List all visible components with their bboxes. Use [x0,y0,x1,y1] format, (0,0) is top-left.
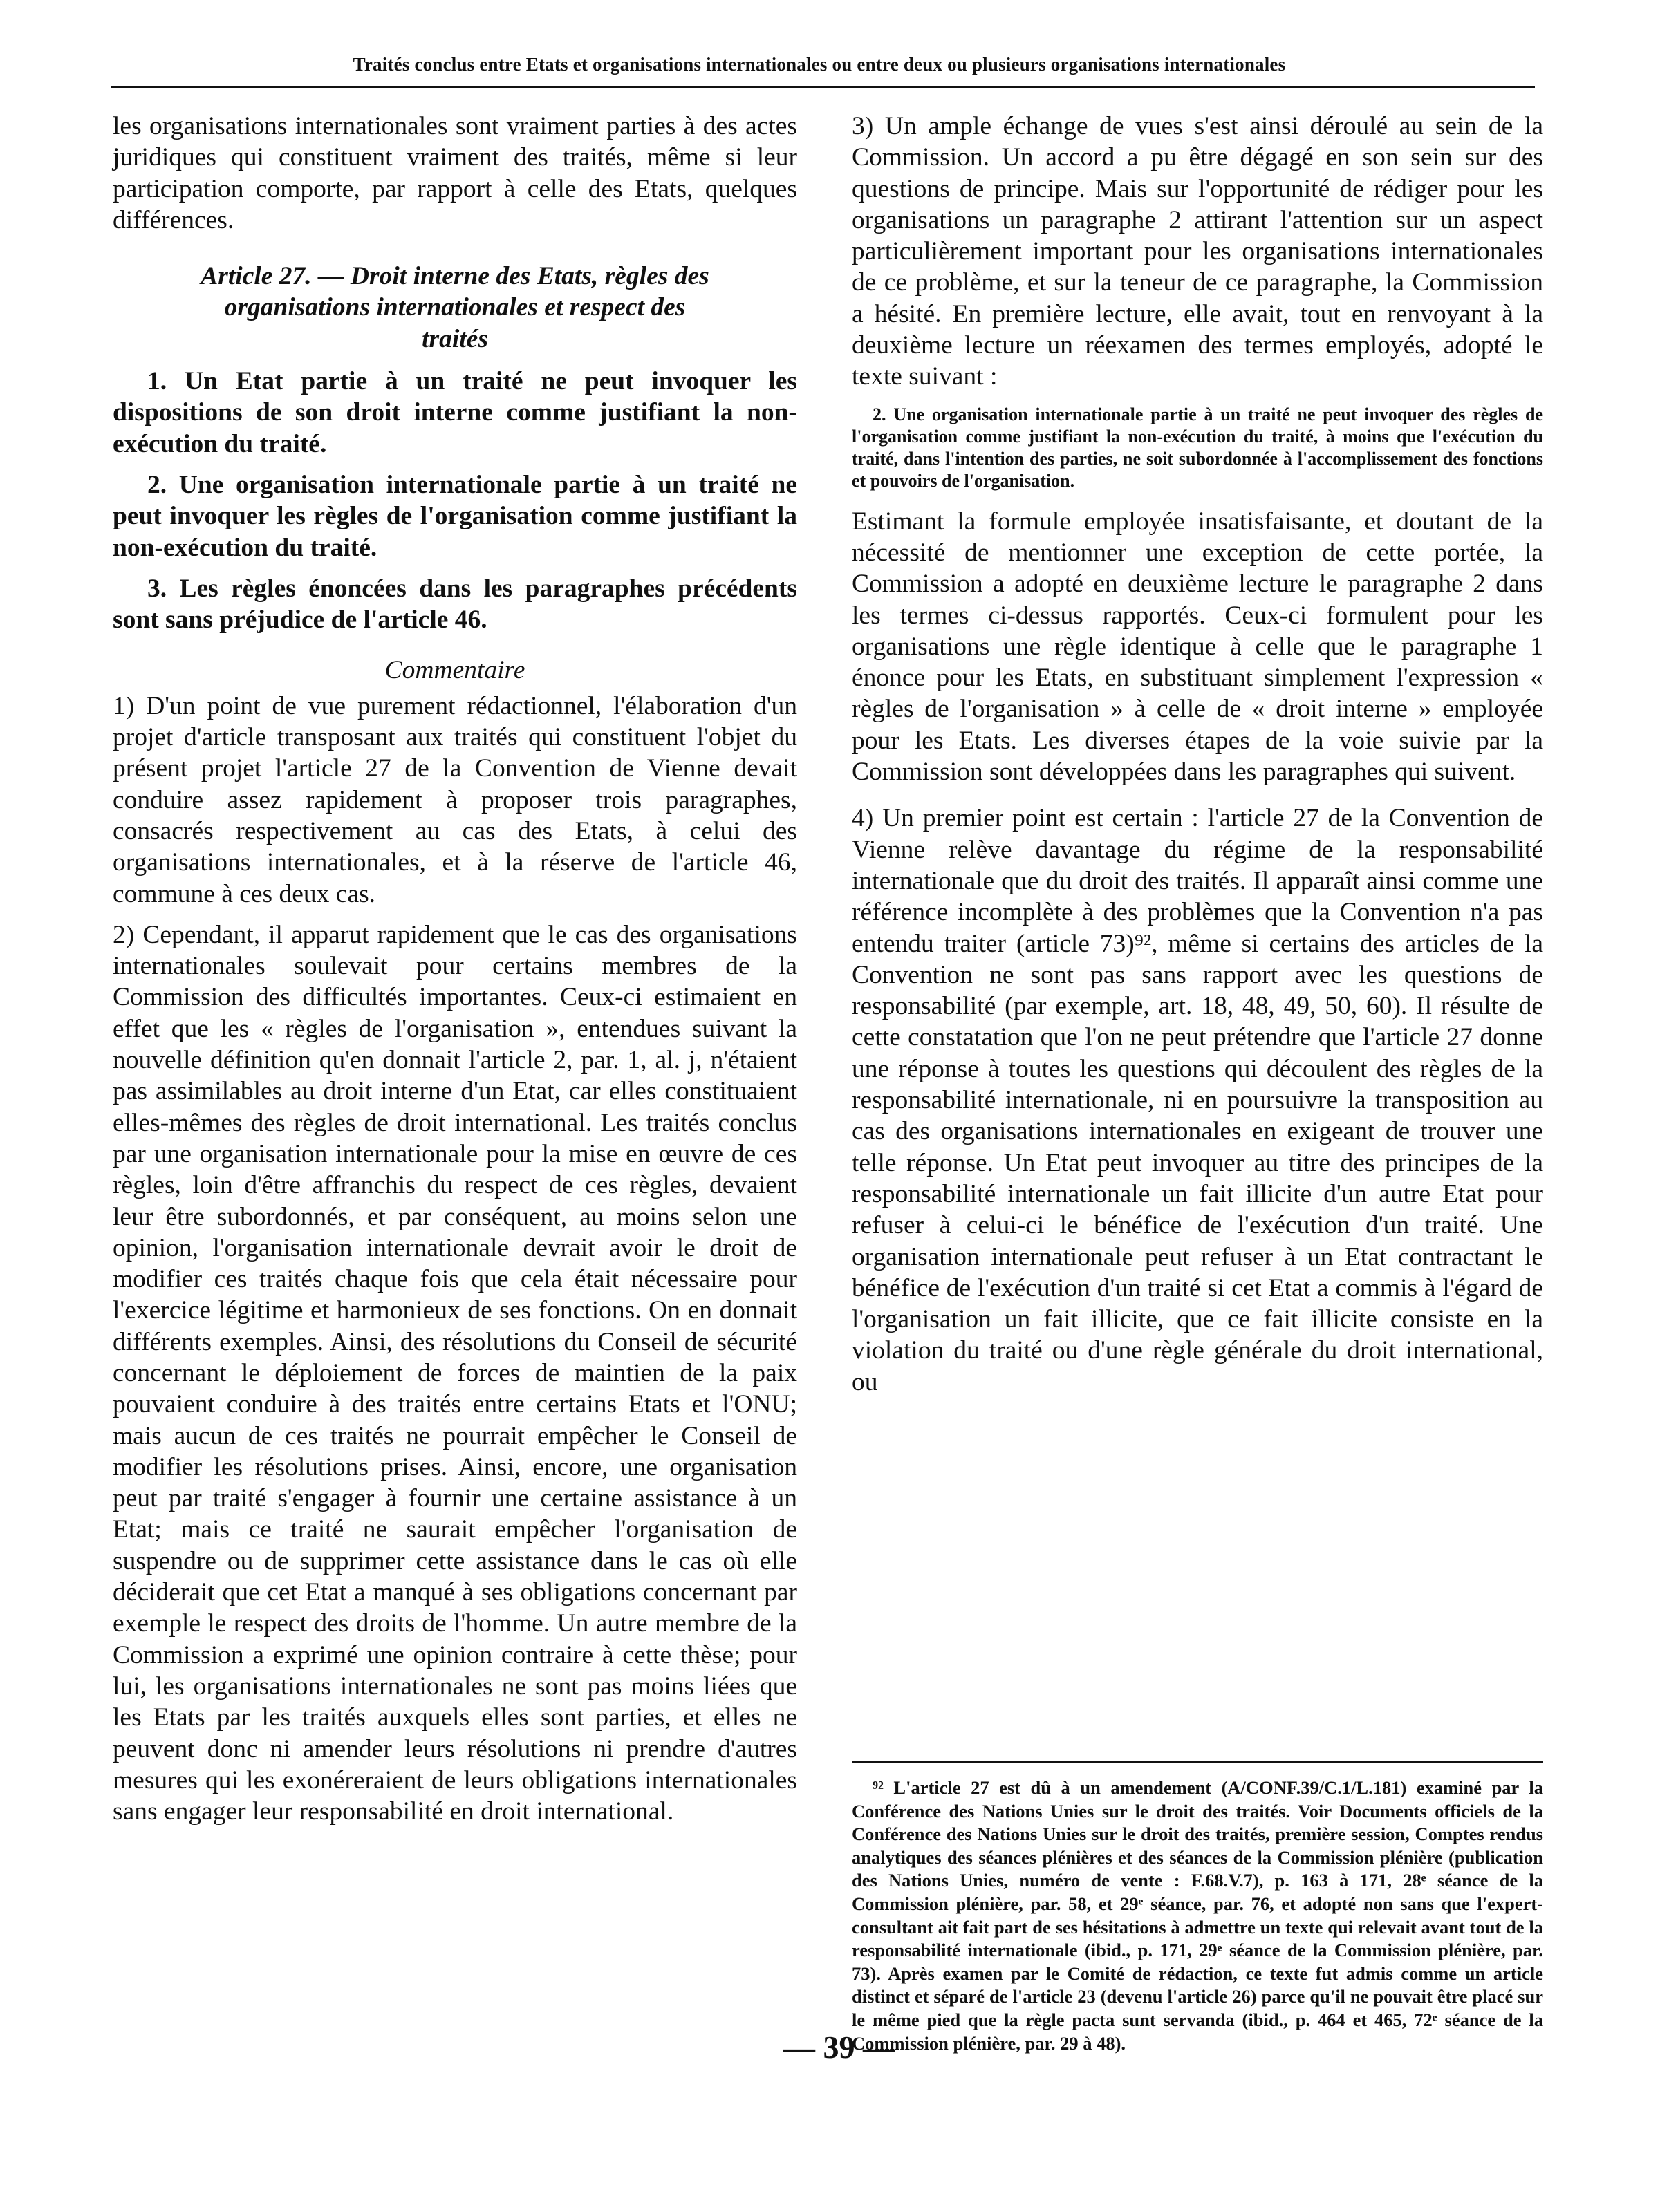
intro-paragraph: les organisations internationales sont vraiment parties à des actes juridiques qui constituent vraiment des traités, même si leur participation comporte, par rapport à celle des Etats, quelques différences. [113,112,797,234]
footnotes [852,1761,1543,2055]
commentary-paragraph-4: 4) Un premier point est certain : l'article 27 de la Convention de Vienne relève davantage du régime de la responsabilité internationale que du droit des traités. Il apparaît ainsi comme une référence incomplète à des problèmes que la Convention n'a pas entendu traiter (article 73)⁹², même si certains des articles de la Convention ne sont pas sans rapport avec les questions de responsabilité (par exemple, art. 18, 48, 49, 50, 60). Il résulte de cette constatation que l'on ne peut prétendre que l'article 27 donne une réponse à toutes les questions qui découlent des règles de la responsabilité internationale, ni en poursuivre la transposition au cas des organisations internationales en exigeant de trouver une telle réponse. Un Etat peut invoquer au titre des principes de la responsabilité internationale un fait illicite d'un autre Etat pour refuser à celui-ci le bénéfice de l'exécution d'un traité. Une organisation internationale peut refuser à un Etat contractant le bénéfice de l'exécution d'un traité si cet Etat a commis à l'égard de l'organisation un fait illicite, que ce fait illicite consiste en la violation du traité ou d'une règle générale du droit international, ou [852,804,1543,1396]
commentary-paragraph-3-continued: Estimant la formule employée insatisfaisante, et doutant de la nécessité de mentionner une exception de cette portée, la Commission a adopté en deuxième lecture le paragraphe 2 dans les termes ci-dessus rapportés. Ceux-ci formulent pour les organisations une règle identique à celle que le paragraphe 1 énonce pour les Etats, en substituant simplement l'expression « règles de l'organisation » à celle de « droit interne » employée pour les Etats. Les diverses étapes de la voie suivie par la Commission sont développées dans les paragraphes qui suivent. [852,507,1543,787]
commentary-paragraph-1: 1) D'un point de vue purement rédactionnel, l'élaboration d'un projet d'article transposant aux traités qui constituent l'objet du présent projet l'article 27 de la Convention de Vienne devait conduire assez rapidement à proposer trois paragraphes, consacrés respectivement au cas des Etats, à celui des organisations internationales, et à la réserve de l'article 46, commune à ces deux cas. [113,691,797,908]
article-paragraph-1: 1. Un Etat partie à un traité ne peut invoquer les dispositions de son droit interne comme justifiant la non-exécution du traité. [113,367,797,458]
article-paragraph-2: 2. Une organisation internationale partie à un traité ne peut invoquer les règles de l'organisation comme justifiant la non-exécution du traité. [113,470,797,562]
running-header: Traités conclus entre Etats et organisations internationales ou entre deux ou plusieurs organisations internationales [353,54,1286,75]
commentary-title: Commentaire [384,656,525,685]
commentary-paragraph-3: 3) Un ample échange de vues s'est ainsi déroulé au sein de la Commission. Un accord a pu être dégagé en son sein sur des questions de principe. Mais sur l'opportunité de rédiger pour les organisations un paragraphe 2 attirant l'attention sur un aspect particulièrement important pour les organisations internationales de ce problème, et sur la teneur de ce paragraphe, la Commission a hésité. En première lecture, elle avait, tout en renvoyant à la deuxième lecture un réexamen des termes employés, adopté le texte suivant : [852,112,1543,391]
header-rule [111,86,1535,88]
right-column [852,111,1543,1398]
commentary-paragraph-2: 2) Cependant, il apparut rapidement que le cas des organisations internationales soulevait pour certains membres de la Commission des difficultés importantes. Ceux-ci estimaient en effet que les « règles de l'organisation », entendues suivant la nouvelle définition qu'en donnait l'article 2, par. 1, al. j, n'étaient pas assimilables au droit interne d'un Etat, car elles constituaient elles-mêmes des règles de droit international. Les traités conclus par une organisation internationale pour la mise en œuvre de ces règles, loin d'être affranchis du respect de ces règles, devaient leur être subordonnés, et par conséquent, au moins selon une opinion, l'organisation internationale devrait avoir le droit de modifier ces traités chaque fois que cela était nécessaire pour l'exercice légitime et harmonieux de ses fonctions. On en donnait différents exemples. Ainsi, des résolutions du Conseil de sécurité concernant le déploiement de forces de maintien de la paix pouvaient conduire à des traités entre certains Etats et l'ONU; mais aucun de ces traités ne pourrait empêcher le Conseil de modifier les résolutions prises. Ainsi, encore, une organisation peut par traité s'engager à fournir une certaine assistance à un Etat; mais ce traité ne saurait empêcher l'organisation de suspendre ou de supprimer cette assistance dans le cas où elle déciderait que cet Etat a manqué à ses obligations concernant par exemple le respect des droits de l'homme. Un autre membre de la Commission a exprimé une opinion contraire à cette thèse; pour lui, les organisations internationales ne sont pas moins liées que les Etats par les traités auxquels elles sont parties, et elles ne peuvent donc ni amender leurs résolutions ni prendre d'autres mesures qui les exonéreraient de leurs obligations internationales sans engager leur responsabilité en droit international. [113,920,797,1826]
footnote-92: ⁹² L'article 27 est dû à un amendement (A/CONF.39/C.1/L.181) examiné par la Conférence des Nations Unies sur le droit des traités. Voir Documents officiels de la Conférence des Nations Unies sur le droit des traités, première session, Comptes rendus analytiques des séances plénières et des séances de la Commission plénière (publication des Nations Unies, numéro de vente : F.68.V.7), p. 163 à 171, 28ᵉ séance de la Commission plénière, par. 58, et 29ᵉ séance, par. 76, et adopté non sans que l'expert-consultant ait fait part de ses hésitations à admettre un texte qui relevait avant tout de la responsabilité internationale (ibid., p. 171, 29ᵉ séance de la Commission plénière, par. 73). Après examen par le Comité de rédaction, ce texte fut admis comme un article distinct et séparé de l'article 23 (devenu l'article 26) parce qu'il ne pouvait être placé sur le même pied que la règle pacta sunt servanda (ibid., p. 464 et 465, 72ᵉ séance de la Commission plénière, par. 29 à 48). [852,1777,1543,2054]
page-number: — 39 — [783,2030,895,2065]
quoted-first-reading-text: 2. Une organisation internationale partie à un traité ne peut invoquer des règles de l'organisation comme justifiant la non-exécution du traité, à moins que l'exécution du traité, dans l'intention des parties, ne soit subordonnée à l'accomplissement des fonctions et pouvoirs de l'organisation. [852,404,1543,491]
article-paragraph-3: 3. Les règles énoncées dans les paragraphes précédents sont sans préjudice de l'article 46. [113,574,797,635]
article-title: Article 27. — Droit interne des Etats, règles des organisations internationales et respect des traités [201,262,709,353]
left-column [113,111,797,1827]
